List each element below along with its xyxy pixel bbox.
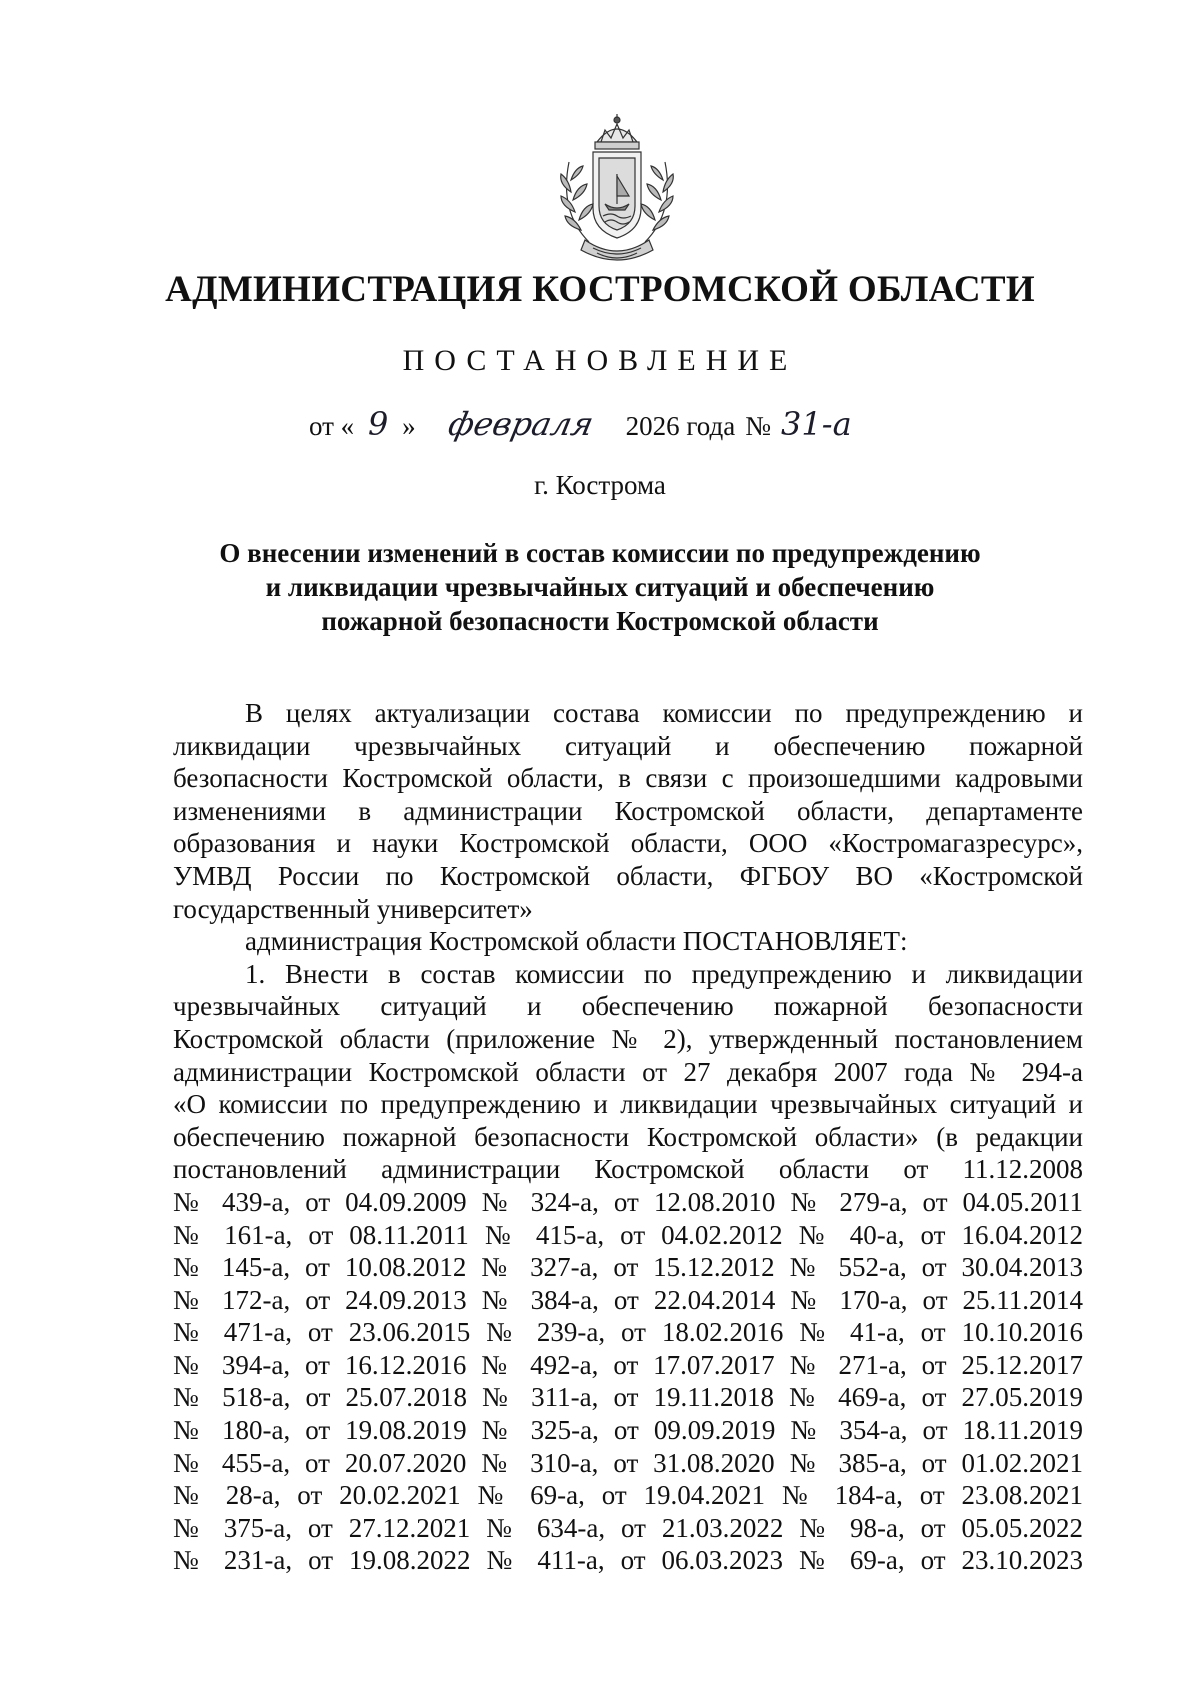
date-month: февраля	[444, 405, 597, 443]
document-city: г. Кострома	[534, 470, 666, 500]
item-1-line: 1. Внести в состав комиссии по предупреждению и ликвидации	[245, 958, 1083, 989]
document-number: 31-а	[781, 405, 852, 443]
item-1-line: «О комиссии по предупреждению и ликвидации чрезвычайных ситуаций и	[173, 1089, 1083, 1120]
item-1-line: № 28-а, от 20.02.2021 № 69-а, от 19.04.2021 № 184-а, от 23.08.2021	[173, 1480, 1083, 1511]
item-1	[173, 958, 1083, 1577]
document-title	[160, 536, 1040, 638]
item-1-line: постановлений администрации Костромской области от 11.12.2008	[173, 1154, 1083, 1185]
item-1-line: обеспечению пожарной безопасности Костромской области» (в редакции	[173, 1121, 1083, 1152]
item-1-line: № 231-а, от 19.08.2022 № 411-а, от 06.03.2023 № 69-а, от 23.10.2023	[173, 1545, 1083, 1576]
body-line: ликвидации чрезвычайных ситуаций и обеспечению пожарной	[173, 730, 1083, 761]
body-line: безопасности Костромской области, в связи с произошедшими кадровыми	[173, 763, 1083, 794]
body-line: УМВД России по Костромской области, ФГБОУ ВО «Костромской	[173, 860, 1083, 891]
date-mid: »	[402, 411, 416, 441]
coat-of-arms-emblem	[545, 112, 689, 264]
item-1-line: № 145-а, от 10.08.2012 № 327-а, от 15.12.2012 № 552-а, от 30.04.2013	[173, 1252, 1083, 1283]
item-1-line: Костромской области (приложение № 2), утвержденный постановлением	[173, 1023, 1083, 1054]
document-type: ПОСТАНОВЛЕНИЕ	[402, 344, 798, 377]
title-line: О внесении изменений в состав комиссии по предупреждению	[219, 538, 981, 568]
title-line: пожарной безопасности Костромской области	[321, 606, 879, 636]
document-date-line	[0, 405, 1200, 443]
document-body	[173, 697, 1083, 1577]
item-1-line: № 518-а, от 25.07.2018 № 311-а, от 19.11.2018 № 469-а, от 27.05.2019	[173, 1382, 1083, 1413]
item-1-line: администрации Костромской области от 27 декабря 2007 года № 294-а	[173, 1056, 1083, 1087]
item-1-line: № 439-а, от 04.09.2009 № 324-а, от 12.08.2010 № 279-а, от 04.05.2011	[173, 1186, 1083, 1217]
body-line: государственный университет»	[173, 893, 533, 924]
number-sign: №	[745, 411, 772, 441]
organization-name: АДМИНИСТРАЦИЯ КОСТРОМСКОЙ ОБЛАСТИ	[165, 269, 1035, 310]
date-prefix: от «	[308, 411, 355, 441]
body-line: образования и науки Костромской области, ООО «Костромагазресурс»,	[173, 828, 1083, 859]
item-1-line: № 471-а, от 23.06.2015 № 239-а, от 18.02.2016 № 41-а, от 10.10.2016	[173, 1317, 1083, 1348]
item-1-line: № 375-а, от 27.12.2021 № 634-а, от 21.03.2022 № 98-а, от 05.05.2022	[173, 1512, 1083, 1543]
item-1-line: № 394-а, от 16.12.2016 № 492-а, от 17.07.2017 № 271-а, от 25.12.2017	[173, 1349, 1083, 1380]
body-line: В целях актуализации состава комиссии по предупреждению и	[245, 698, 1083, 728]
item-1-line: № 161-а, от 08.11.2011 № 415-а, от 04.02.2012 № 40-а, от 16.04.2012	[173, 1219, 1083, 1250]
item-1-line: чрезвычайных ситуаций и обеспечению пожарной безопасности	[173, 991, 1083, 1022]
date-day: 9	[367, 405, 389, 443]
date-year: 2026 года	[625, 411, 736, 441]
item-1-line: № 172-а, от 24.09.2013 № 384-а, от 22.04.2014 № 170-а, от 25.11.2014	[173, 1284, 1083, 1315]
body-line: изменениями в администрации Костромской области, департаменте	[173, 795, 1083, 826]
item-1-line: № 455-а, от 20.07.2020 № 310-а, от 31.08.2020 № 385-а, от 01.02.2021	[173, 1447, 1083, 1478]
title-line: и ликвидации чрезвычайных ситуаций и обеспечению	[265, 572, 935, 602]
item-1-line: № 180-а, от 19.08.2019 № 325-а, от 09.09.2019 № 354-а, от 18.11.2019	[173, 1415, 1083, 1446]
resolution-line: администрация Костромской области ПОСТАНОВЛЯЕТ:	[245, 926, 908, 957]
